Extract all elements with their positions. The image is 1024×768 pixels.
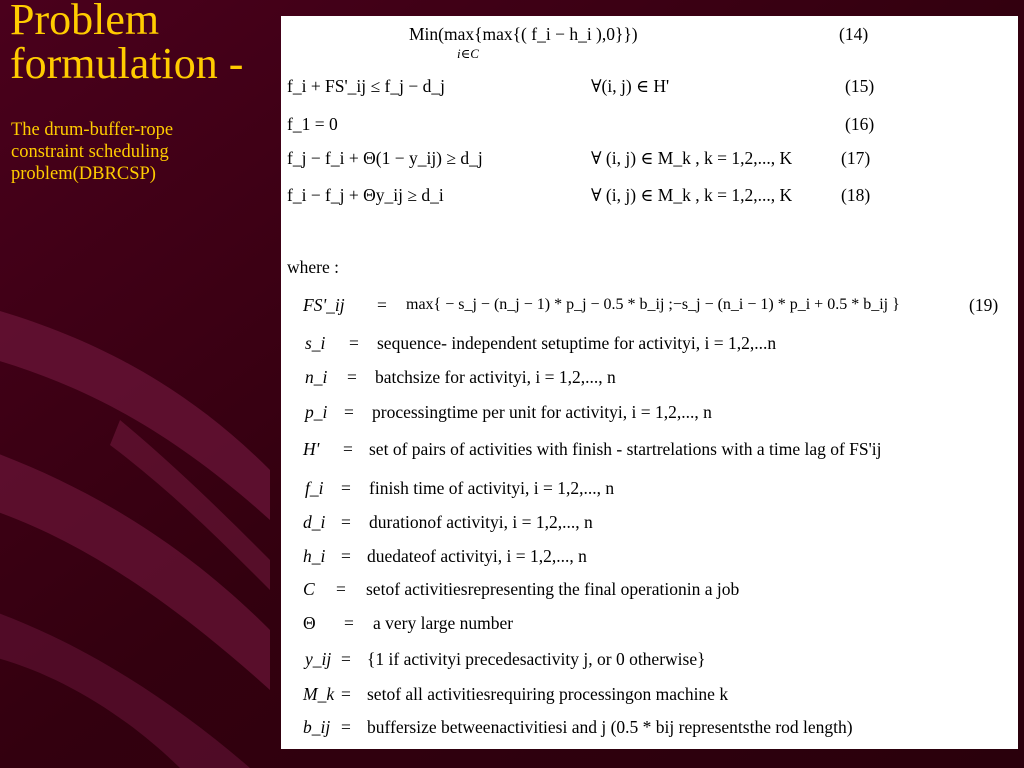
definition-equals: =	[341, 684, 351, 704]
equation-19-lhs: FS'_ij	[303, 295, 345, 315]
definition-equals: =	[341, 512, 351, 532]
definition-equals: =	[341, 478, 351, 498]
equation-17: f_j − f_i + Θ(1 − y_ij) ≥ d_j	[287, 148, 483, 168]
equation-16-number: (16)	[845, 114, 875, 134]
equation-17-number: (17)	[841, 148, 871, 168]
definition-equals: =	[349, 333, 359, 353]
definition-text: {1 if activityi precedesactivity j, or 0 otherwise}	[367, 649, 706, 669]
definition-symbol: Θ	[303, 613, 316, 633]
definition-equals: =	[341, 717, 351, 737]
definition-equals: =	[344, 613, 354, 633]
equation-14: Min(max{max{( f_i − h_i ),0}})	[409, 24, 638, 44]
equation-19-number: (19)	[969, 295, 999, 315]
definition-symbol: n_i	[305, 367, 328, 387]
definition-text: sequence- independent setuptime for activityi, i = 1,2,...n	[377, 333, 777, 353]
equation-17-condition: ∀ (i, j) ∈ M_k , k = 1,2,..., K	[591, 148, 793, 168]
subtitle-line-3: problem(DBRCSP)	[11, 164, 156, 184]
definition-symbol: C	[303, 579, 315, 599]
equation-18-condition: ∀ (i, j) ∈ M_k , k = 1,2,..., K	[591, 185, 793, 205]
equation-16: f_1 = 0	[287, 114, 338, 134]
definition-symbol: s_i	[305, 333, 326, 353]
where-label: where :	[287, 257, 339, 277]
definition-symbol: b_ij	[303, 717, 331, 737]
equation-14-subscript: i∈C	[457, 46, 479, 61]
equation-15: f_i + FS'_ij ≤ f_j − d_j	[287, 76, 445, 96]
definition-text: durationof activityi, i = 1,2,..., n	[369, 512, 593, 532]
equation-18-number: (18)	[841, 185, 871, 205]
definition-equals: =	[343, 439, 353, 459]
slide-subtitle	[11, 119, 241, 185]
definition-equals: =	[344, 402, 354, 422]
title-line-2: formulation -	[10, 39, 244, 88]
definition-equals: =	[336, 579, 346, 599]
definition-symbol: h_i	[303, 546, 326, 566]
subtitle-line-1: The drum-buffer-rope	[11, 120, 174, 140]
definition-text: buffersize betweenactivitiesi and j (0.5 * bij representsthe rod length)	[367, 717, 853, 737]
equation-18: f_i − f_j + Θy_ij ≥ d_i	[287, 185, 444, 205]
definition-symbol: p_i	[305, 402, 328, 422]
formulation-panel	[281, 16, 1018, 749]
title-line-1: Problem	[10, 0, 160, 44]
definition-equals: =	[341, 546, 351, 566]
equation-14-number: (14)	[839, 24, 869, 44]
slide-title	[10, 0, 243, 86]
definition-text: set of pairs of activities with finish - startrelations with a time lag of FS'ij	[369, 439, 882, 459]
definition-text: a very large number	[373, 613, 514, 633]
definition-equals: =	[347, 367, 357, 387]
subtitle-line-2: constraint scheduling	[11, 142, 169, 162]
definition-text: processingtime per unit for activityi, i = 1,2,..., n	[372, 402, 712, 422]
definition-symbol: H'	[303, 439, 320, 459]
definition-symbol: M_k	[303, 684, 335, 704]
equation-19-rhs: max{ − s_j − (n_j − 1) * p_j − 0.5 * b_ij ;−s_j − (n_i − 1) * p_i + 0.5 * b_ij }	[406, 296, 900, 313]
equation-15-condition: ∀(i, j) ∈ H'	[591, 76, 670, 96]
definition-text: duedateof activityi, i = 1,2,..., n	[367, 546, 587, 566]
definition-symbol: f_i	[305, 478, 324, 498]
definition-text: setof all activitiesrequiring processingon machine k	[367, 684, 729, 704]
definition-text: finish time of activityi, i = 1,2,..., n	[369, 478, 615, 498]
equation-19-equals: =	[377, 295, 387, 315]
definition-symbol: y_ij	[305, 649, 332, 669]
definition-text: setof activitiesrepresenting the final operationin a job	[366, 579, 740, 599]
definition-text: batchsize for activityi, i = 1,2,..., n	[375, 367, 616, 387]
definition-equals: =	[341, 649, 351, 669]
equation-15-number: (15)	[845, 76, 875, 96]
definition-symbol: d_i	[303, 512, 326, 532]
